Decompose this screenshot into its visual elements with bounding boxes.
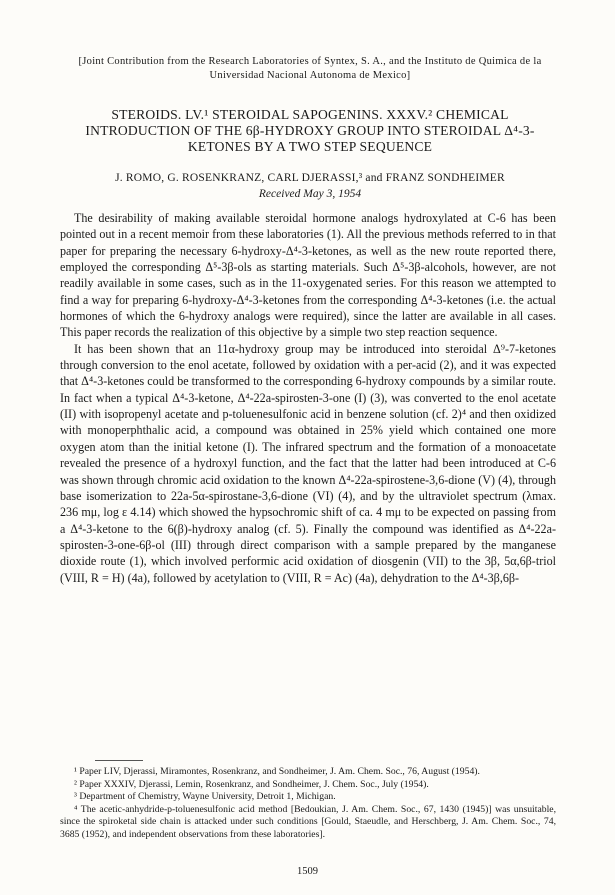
footnote-3: ³ Department of Chemistry, Wayne University, Detroit 1, Michigan.	[74, 791, 336, 803]
footnote-1: ¹ Paper LIV, Djerassi, Miramontes, Rosenkranz, and Sondheimer, J. Am. Chem. Soc., 76, August (1954).	[74, 766, 480, 777]
article-body	[60, 210, 556, 586]
author-line: J. ROMO, G. ROSENKRANZ, CARL DJERASSI,³ and FRANZ SONDHEIMER	[115, 172, 505, 184]
article-title: STEROIDS. LV.¹ STEROIDAL SAPOGENINS. XXXV.² CHEMICAL INTRODUCTION OF THE 6β-HYDROXY GROUP INTO STEROIDAL Δ⁴-3-KETONES BY A TWO STEP SEQUENCE	[85, 107, 535, 154]
footnote-rule	[95, 760, 143, 761]
contribution-note: [Joint Contribution from the Research Laboratories of Syntex, S. A., and the Instituto de Quimica de la Universidad Nacional Autonoma de Mexico]	[78, 56, 542, 81]
footnote-2: ² Paper XXXIV, Djerassi, Lemin, Rosenkranz, and Sondheimer, J. Chem. Soc., July (1954).	[74, 778, 429, 790]
received-date: Received May 3, 1954	[258, 188, 362, 200]
footnotes	[60, 766, 556, 842]
page-number: 1509	[297, 866, 318, 877]
body-paragraph-2: It has been shown that an 11α-hydroxy group may be introduced into steroidal Δ⁹-7-ketones through conversion to the enol acetate, followed by oxidation with a per-acid (2), and it was expected that Δ⁴-3-ketones could be transformed to the corresponding 6-hydroxy compounds by a similar route. In fact when a typical Δ⁴-3-ketone, Δ⁴-22a-spirosten-3-one (I) (3), was converted to the enol acetate (II) with isopropenyl acetate and p-toluenesulfonic acid in benzene solution (cf. 2)⁴ and then oxidized with monoperphthalic acid, a compound was obtained in 25% yield which contained one more oxygen atom than the initial ketone (I). The infrared spectrum and the formation of a monoacetate revealed the presence of a hydroxyl function, and the fact that the latter had been introduced at C-6 was shown through chromic acid oxidation to the known Δ⁴-22a-spirostene-3,6-dione (V) (4), through base isomerization to 22a-5α-spirostane-3,6-dione (VI) (4), and by the ultraviolet spectrum (λmax. 236 mμ, log ε 4.14) which showed the hypsochromic shift of ca. 4 mμ to be expected on passing from a Δ⁴-3-ketone to the 6(β)-hydroxy analog (cf. 5). Finally the compound was identified as Δ⁴-22a-spirosten-3-one-6β-ol (III) through direct comparison with a sample prepared by the manganese dioxide route (1), which involved performic acid oxidation of diosgenin (VII) to the 3β, 5α,6β-triol (VIII, R = H) (4a), followed by acetylation to (VIII, R = Ac) (4a), dehydration to the Δ⁴-3β,6β-	[60, 341, 556, 585]
footnote-4: ⁴ The acetic-anhydride-p-toluenesulfonic acid method [Bedoukian, J. Am. Chem. Soc., 67, 1430 (1945)] was unsuitable, since the spiroketal side chain is attacked under such conditions [Gould, Staeudle, and Herschberg, J. Am. Chem. Soc., 74, 3685 (1952), and independent observations from these laboratories].	[60, 803, 556, 840]
body-paragraph-1: The desirability of making available steroidal hormone analogs hydroxylated at C-6 has been pointed out in a recent memoir from these laboratories (1). All the previous methods referred to in that paper for preparing the necessary 6-hydroxy-Δ⁴-3-ketones, as well as the new route reported there, employed the corresponding Δ⁵-3β-ols as starting materials. Such Δ⁵-3β-alcohols, however, are not readily available in some cases, such as in the 11-oxygenated series. For this reason we attempted to find a way for preparing 6-hydroxy-Δ⁴-3-ketones from the corresponding Δ⁴-3-ketones (i.e. the actual hormones of which the 6-hydroxy analogs were required), since the latter are available in all cases. This paper records the realization of this objective by a simple two step reaction sequence.	[60, 211, 556, 340]
